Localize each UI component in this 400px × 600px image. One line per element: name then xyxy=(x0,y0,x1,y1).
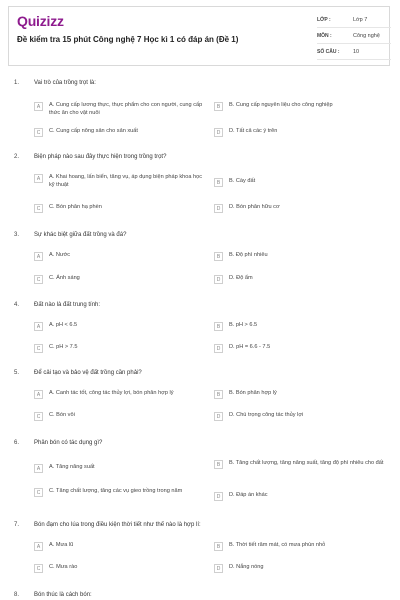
option-text: A. Canh tác tốt, công tác thủy lợi, bón phân hợp lý xyxy=(49,390,174,396)
option-letter-box: B xyxy=(214,460,223,469)
answer-option[interactable] xyxy=(34,564,204,573)
question-number: 8. xyxy=(14,592,20,598)
option-letter-box: A xyxy=(34,102,43,111)
question-text: Phân bón có tác dụng gì? xyxy=(34,440,103,446)
answer-option[interactable] xyxy=(34,390,204,399)
option-letter-box: D xyxy=(214,128,223,137)
option-letter-box: C xyxy=(34,204,43,213)
question-text: Đất nào là đất trung tính: xyxy=(34,302,101,308)
worksheet-header xyxy=(8,6,390,66)
question-number: 1. xyxy=(14,80,20,86)
answer-option[interactable] xyxy=(214,542,384,551)
option-letter-box: B xyxy=(214,102,223,111)
option-text: C. Mưa rào xyxy=(49,564,78,570)
option-text: D. Nắng nóng xyxy=(229,564,264,570)
option-letter-box: D xyxy=(214,344,223,353)
question-number: 7. xyxy=(14,522,20,528)
option-text: A. pH < 6.5 xyxy=(49,322,78,328)
meta-label: MÔN : xyxy=(317,32,332,39)
option-text: A. Cung cấp lương thực, thực phẩm cho con người, cung cấp thức ăn cho vật nuôi xyxy=(49,102,203,116)
answer-option[interactable] xyxy=(34,322,204,331)
answer-option[interactable] xyxy=(34,102,204,117)
answer-option[interactable] xyxy=(34,488,204,497)
question-number: 3. xyxy=(14,232,20,238)
meta-label: LỚP : xyxy=(317,16,331,23)
option-letter-box: A xyxy=(34,252,43,261)
question-text: Để cải tạo và bảo vệ đất trồng cần phải? xyxy=(34,370,142,376)
answer-option[interactable] xyxy=(214,252,384,261)
option-text: B. Cung cấp nguyên liệu cho công nghiệp xyxy=(229,102,333,108)
worksheet-title: Đề kiểm tra 15 phút Công nghệ 7 Học kì 1 có đáp án (Đề 1) xyxy=(17,35,239,44)
meta-row-question-count xyxy=(317,44,391,60)
option-letter-box: A xyxy=(34,464,43,473)
answer-option[interactable] xyxy=(34,174,204,189)
answer-option[interactable] xyxy=(34,275,204,284)
answer-option[interactable] xyxy=(214,492,384,501)
option-letter-box: B xyxy=(214,252,223,261)
answer-option[interactable] xyxy=(214,412,384,421)
option-letter-box: B xyxy=(214,178,223,187)
option-letter-box: C xyxy=(34,128,43,137)
question-number: 4. xyxy=(14,302,20,308)
option-letter-box: A xyxy=(34,174,43,183)
option-letter-box: C xyxy=(34,488,43,497)
question-text: Biện pháp nào sau đây thực hiện trong trồng trọt? xyxy=(34,154,167,160)
option-letter-box: D xyxy=(214,492,223,501)
option-text: C. Bón vôi xyxy=(49,412,75,418)
answer-option[interactable] xyxy=(34,464,204,473)
meta-value: Lớp 7 xyxy=(353,16,368,23)
option-text: C. Ánh sáng xyxy=(49,275,80,281)
option-text: D. pH = 6.6 - 7.5 xyxy=(229,344,271,350)
option-text: D. Chú trọng công tác thủy lợi xyxy=(229,412,304,418)
answer-option[interactable] xyxy=(214,178,384,187)
option-letter-box: C xyxy=(34,344,43,353)
option-letter-box: D xyxy=(214,275,223,284)
answer-option[interactable] xyxy=(34,542,204,551)
option-letter-box: C xyxy=(34,412,43,421)
meta-info-box xyxy=(317,12,391,60)
answer-option[interactable] xyxy=(34,412,204,421)
option-letter-box: B xyxy=(214,390,223,399)
option-text: B. Thời tiết râm mát, có mưa phùn nhỏ xyxy=(229,542,326,548)
answer-option[interactable] xyxy=(34,128,204,137)
option-text: D. Tất cả các ý trên xyxy=(229,128,278,134)
option-text: B. Độ phì nhiêu xyxy=(229,252,268,258)
meta-row-class xyxy=(317,12,391,28)
option-text: B. Bón phân hợp lý xyxy=(229,390,277,396)
option-letter-box: A xyxy=(34,322,43,331)
answer-option[interactable] xyxy=(34,204,204,213)
option-text: A. Nước xyxy=(49,252,71,258)
option-letter-box: D xyxy=(214,564,223,573)
question-text: Bón thúc là cách bón: xyxy=(34,592,92,598)
option-text: C. Bón phân hạ phèn xyxy=(49,204,102,210)
option-text: C. pH > 7.5 xyxy=(49,344,78,350)
option-text: A. Tăng năng suất xyxy=(49,464,95,470)
answer-option[interactable] xyxy=(214,128,384,137)
answer-option[interactable] xyxy=(214,564,384,573)
option-text: D. Độ ẩm xyxy=(229,275,253,281)
question-text: Sự khác biệt giữa đất trồng và đá? xyxy=(34,232,127,238)
option-text: A. Khai hoang, lấn biển, tăng vụ, áp dụng biện pháp khoa học kỹ thuật xyxy=(49,174,203,188)
option-text: C. Tăng chất lượng, tăng các vụ gieo trồng trong năm xyxy=(49,488,183,494)
option-letter-box: C xyxy=(34,564,43,573)
question-text: Vai trò của trồng trọt là: xyxy=(34,80,96,86)
option-text: D. Bón phân hữu cơ xyxy=(229,204,280,210)
option-letter-box: B xyxy=(214,322,223,331)
question-number: 5. xyxy=(14,370,20,376)
option-letter-box: D xyxy=(214,204,223,213)
option-text: B. pH > 6.5 xyxy=(229,322,258,328)
option-text: A. Mưa lũ xyxy=(49,542,74,548)
meta-value: Công nghệ xyxy=(353,32,380,39)
meta-label: SỐ CÂU : xyxy=(317,48,340,55)
answer-option[interactable] xyxy=(214,390,384,399)
question-number: 2. xyxy=(14,154,20,160)
quizizz-logo: Quizizz xyxy=(17,13,64,29)
option-letter-box: D xyxy=(214,412,223,421)
answer-option[interactable] xyxy=(214,204,384,213)
answer-option[interactable] xyxy=(214,322,384,331)
option-text: D. Đáp án khác xyxy=(229,492,268,498)
answer-option[interactable] xyxy=(214,275,384,284)
question-text: Bón đạm cho lúa trong điều kiện thời tiết như thế nào là hợp lí: xyxy=(34,522,201,528)
option-text: C. Cung cấp nông sản cho sản xuất xyxy=(49,128,138,134)
answer-option[interactable] xyxy=(214,102,384,111)
answer-option[interactable] xyxy=(214,344,384,353)
meta-row-subject xyxy=(317,28,391,44)
option-letter-box: A xyxy=(34,542,43,551)
answer-option[interactable] xyxy=(34,344,204,353)
answer-option[interactable] xyxy=(214,460,384,469)
option-letter-box: A xyxy=(34,390,43,399)
option-text: B. Tăng chất lượng, tăng năng suất, tăng độ phì nhiêu cho đất xyxy=(229,460,384,466)
option-letter-box: B xyxy=(214,542,223,551)
option-text: B. Cày đất xyxy=(229,178,256,184)
question-number: 6. xyxy=(14,440,20,446)
answer-option[interactable] xyxy=(34,252,204,261)
option-letter-box: C xyxy=(34,275,43,284)
meta-value: 10 xyxy=(353,48,360,55)
